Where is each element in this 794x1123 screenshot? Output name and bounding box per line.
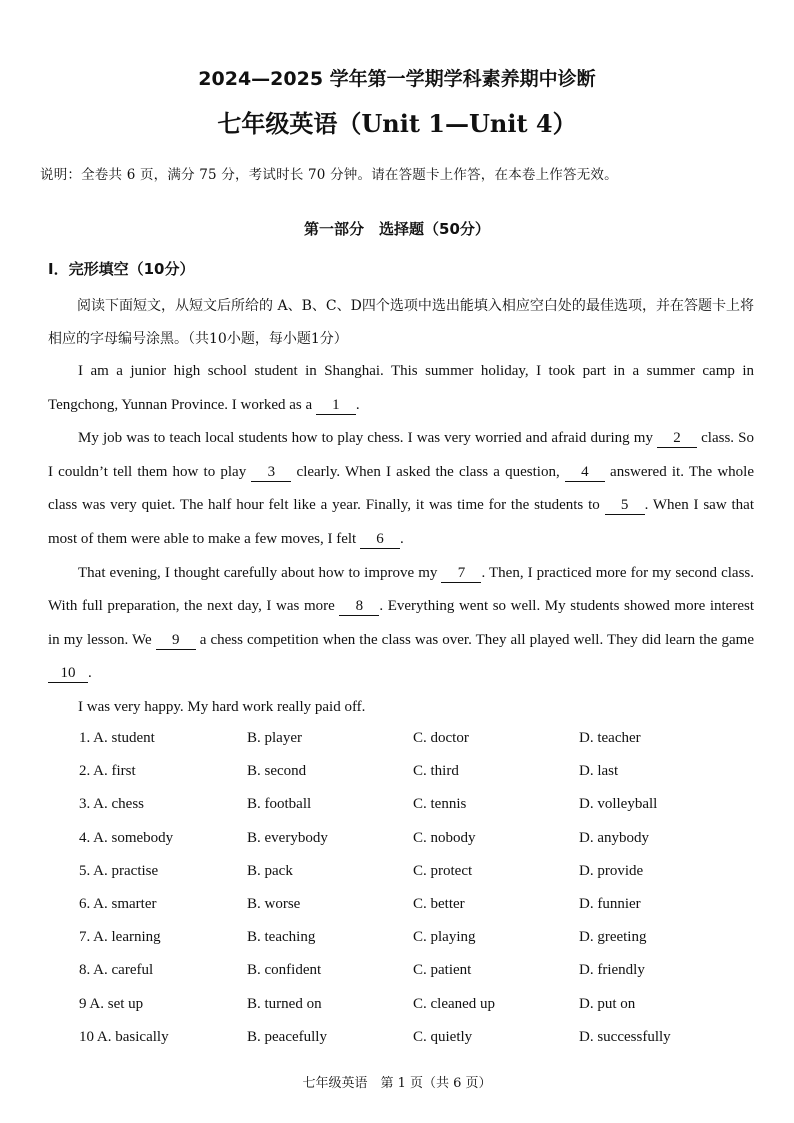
- passage-paragraph: I was very happy. My hard work really paid off.: [78, 698, 366, 715]
- option-a: 8. A. careful: [79, 962, 154, 979]
- passage-text: .: [355, 396, 360, 413]
- option-d: D. last: [579, 763, 619, 780]
- passage-text: .: [88, 665, 92, 682]
- blank-4: 4: [565, 463, 605, 482]
- option-row: [79, 988, 769, 1021]
- option-row: [79, 722, 769, 755]
- blank-8: 8: [339, 597, 379, 616]
- option-b: B. everybody: [247, 829, 328, 846]
- option-b: B. football: [247, 796, 312, 813]
- answer-options: [79, 722, 769, 1054]
- blank-5: 5: [605, 496, 645, 515]
- exam-instructions: 说明：全卷共 6 页，满分 75 分，考试时长 70 分钟。请在答题卡上作答，在本卷上作答无效。: [40, 167, 618, 183]
- option-c: C. patient: [413, 962, 472, 979]
- blank-10: 10: [48, 664, 88, 683]
- passage-text: a chess competition when the class was over. They all played well. They did learn the game: [195, 631, 755, 648]
- section-direction: 阅读下面短文，从短文后所给的 A、B、C、D四个选项中选出能填入相应空白处的最佳选项，并在答题卡上将相应的字母编号涂黑。（共10小题，每小题1分）: [48, 298, 754, 347]
- option-d: D. volleyball: [579, 796, 658, 813]
- passage-text: clearly. When I asked the class a question,: [291, 463, 565, 480]
- option-a: 6. A. smarter: [79, 896, 157, 913]
- part-heading: 第一部分 选择题（50分）: [304, 220, 490, 238]
- blank-3: 3: [251, 463, 291, 482]
- passage-text: .: [399, 530, 404, 547]
- option-d: D. provide: [579, 862, 644, 879]
- option-b: B. peacefully: [247, 1028, 327, 1045]
- option-b: B. turned on: [247, 995, 322, 1012]
- option-row: [79, 888, 769, 921]
- option-b: B. confident: [247, 962, 322, 979]
- option-d: D. funnier: [579, 896, 641, 913]
- option-row: [79, 921, 769, 954]
- cloze-passage: [48, 355, 754, 725]
- option-b: B. second: [247, 763, 307, 780]
- option-a: 3. A. chess: [79, 796, 144, 813]
- option-a: 9 A. set up: [79, 995, 144, 1012]
- passage-paragraph: [48, 422, 754, 556]
- blank-9: 9: [156, 631, 196, 650]
- option-d: D. greeting: [579, 929, 647, 946]
- option-c: C. tennis: [413, 796, 467, 813]
- option-c: C. cleaned up: [413, 995, 496, 1012]
- blank-2: 2: [657, 429, 697, 448]
- passage-text: class. So I couldn’t tell them how to play: [48, 430, 755, 480]
- option-c: C. doctor: [413, 730, 469, 747]
- option-b: B. worse: [247, 896, 301, 913]
- blank-7: 7: [441, 564, 481, 583]
- option-c: C. third: [413, 763, 459, 780]
- passage-text: answered it. The whole class was very quiet. The half hour felt like a year. Finally, it was time for the students to: [48, 463, 754, 514]
- option-c: C. better: [413, 896, 465, 913]
- option-a: 1. A. student: [79, 730, 155, 747]
- option-row: [79, 788, 769, 821]
- option-a: 10 A. basically: [79, 1028, 169, 1045]
- option-c: C. quietly: [413, 1028, 473, 1045]
- option-b: B. teaching: [247, 929, 316, 946]
- option-row: [79, 822, 769, 855]
- exam-subtitle: 七年级英语（Unit 1—Unit 4）: [217, 109, 577, 138]
- option-d: D. successfully: [579, 1028, 671, 1045]
- option-c: C. nobody: [413, 829, 476, 846]
- exam-title: 2024—2025 学年第一学期学科素养期中诊断: [198, 68, 596, 90]
- option-d: D. put on: [579, 995, 636, 1012]
- passage-text: I am a junior high school student in Shanghai. This summer holiday, I took part in a summer camp in Tengchong, Yunnan Province. I worked as a: [48, 363, 754, 413]
- passage-text: . Everything went so well. My students showed more interest in my lesson. We: [48, 598, 754, 648]
- passage-text: My job was to teach local students how to play chess. I was very worried and afraid during my: [78, 430, 658, 447]
- option-a: 2. A. first: [79, 763, 136, 780]
- passage-text: . Then, I practiced more for my second class. With full preparation, the next day, I was more: [48, 564, 754, 615]
- option-a: 7. A. learning: [79, 929, 161, 946]
- passage-paragraph: [48, 557, 754, 691]
- blank-1: 1: [316, 396, 356, 415]
- option-d: D. teacher: [579, 730, 641, 747]
- option-row: [79, 954, 769, 987]
- passage-text: That evening, I thought carefully about how to improve my: [78, 564, 442, 581]
- option-row: [79, 755, 769, 788]
- option-row: [79, 1021, 769, 1054]
- page-footer: 七年级英语 第 1 页（共 6 页）: [302, 1076, 492, 1091]
- option-c: C. protect: [413, 862, 473, 879]
- option-d: D. anybody: [579, 829, 649, 846]
- blank-6: 6: [360, 530, 400, 549]
- option-b: B. player: [247, 730, 302, 747]
- option-a: 4. A. somebody: [79, 829, 174, 846]
- section-heading: Ⅰ．完形填空（10分）: [48, 260, 195, 278]
- option-row: [79, 855, 769, 888]
- option-d: D. friendly: [579, 962, 645, 979]
- passage-text: . When I saw that most of them were able to make a few moves, I felt: [48, 497, 754, 547]
- passage-paragraph: [48, 355, 754, 422]
- option-a: 5. A. practise: [79, 862, 159, 879]
- option-c: C. playing: [413, 929, 476, 946]
- option-b: B. pack: [247, 862, 293, 879]
